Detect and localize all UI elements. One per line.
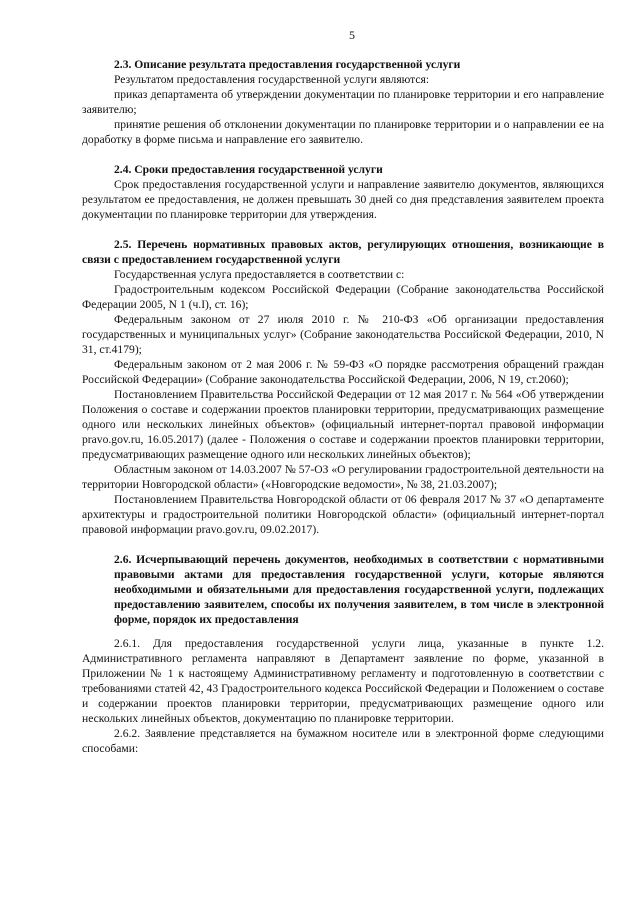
paragraph: Постановлением Правительства Новгородской области от 06 февраля 2017 № 37 «О департаменте архитектуры и градостроительной политики Новгородской области» (официальный интернет-портал правовой информации pravo.gov.ru, 09.02.2017). (82, 493, 604, 536)
section-2-6 (82, 552, 604, 756)
paragraph: принятие решения об отклонении документации по планировке территории и о направлении ее на доработку в форме письма и направление его заявителю. (82, 118, 604, 146)
section-title: 2.5. Перечень нормативных правовых актов, регулирующих отношения, возникающие в связи с предоставлением государственной услуги (82, 238, 604, 266)
page-number: 5 (349, 28, 355, 42)
paragraph: 2.6.2. Заявление представляется на бумажном носителе или в электронной форме следующими способами: (82, 727, 604, 755)
paragraph: Областным законом от 14.03.2007 № 57-ОЗ «О регулировании градостроительной деятельности на территории Новгородской области» («Новгородские ведомости», № 38, 21.03.2007); (82, 463, 604, 491)
document-page (82, 28, 604, 756)
section-2-5 (82, 237, 604, 537)
section-title: 2.4. Сроки предоставления государственной услуги (114, 163, 383, 176)
section-2-4 (82, 162, 604, 222)
paragraph: приказ департамента об утверждении документации по планировке территории и его направление заявителю; (82, 88, 604, 116)
paragraph: Государственная услуга предоставляется в соответствии с: (114, 268, 405, 281)
section-2-3 (82, 57, 604, 147)
paragraph: Результатом предоставления государственной услуги являются: (114, 73, 430, 86)
paragraph: 2.6.1. Для предоставления государственной услуги лица, указанные в пункте 1.2. Административного регламента направляют в Департамент заявление по форме, указанной в Приложении № 1 к настоящему Административному регламенту и подготовленную в соответствии с требованиями статей 42, 43 Градостроительного кодекса Российской Федерации и Положением о составе и содержании проектов планировки территории, предусматривающих размещение одного или нескольких линейных объектов, документацию по планировке территории. (82, 637, 604, 725)
paragraph: Градостроительным кодексом Российской Федерации (Собрание законодательства Российской Федерации 2005, N 1 (ч.I), ст. 16); (82, 283, 604, 311)
paragraph: Федеральным законом от 27 июля 2010 г. № 210-ФЗ «Об организации предоставления государственных и муниципальных услуг» (Собрание законодательства Российской Федерации, 2010, N 31, ст.4179); (82, 313, 604, 356)
section-title: 2.6. Исчерпывающий перечень документов, необходимых в соответствии с нормативными правовыми актами для предоставления государственной услуги, которые являются необходимыми и обязательными для предоставления государственной услуги, подлежащих предоставлению заявителем, способы их получения заявителем, в том числе в электронной форме, порядок их предоставления (114, 553, 604, 626)
paragraph: Постановлением Правительства Российской Федерации от 12 мая 2017 г. № 564 «Об утверждении Положения о составе и содержании проектов планировки территории, предусматривающих размещение одного или нескольких линейных объектов» (официальный интернет-портал правовой информации pravo.gov.ru, 16.05.2017) (далее - Положения о составе и содержании проектов планировки территории, предусматривающих размещение одного или нескольких линейных объектов); (82, 388, 604, 461)
paragraph: Федеральным законом от 2 мая 2006 г. № 59-ФЗ «О порядке рассмотрения обращений граждан Российской Федерации» (Собрание законодательства Российской Федерации, 2006, N 19, ст.2060); (82, 358, 604, 386)
section-title: 2.3. Описание результата предоставления государственной услуги (114, 58, 461, 71)
paragraph: Срок предоставления государственной услуги и направление заявителю документов, являющихся результатом ее предоставления, не должен превышать 30 дней со дня представления заявителем проекта документации по планировке территории для утверждения. (82, 178, 604, 221)
